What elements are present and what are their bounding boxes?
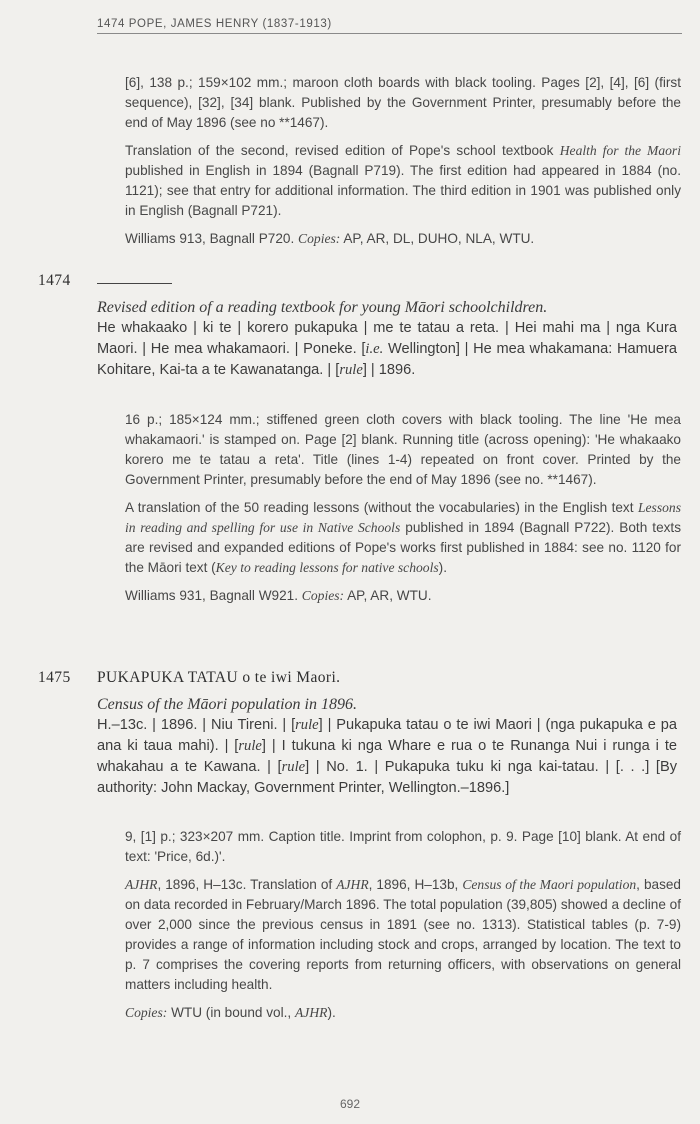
- entry-1475-title: [97, 694, 677, 799]
- title-transcription: He whakaako | ki te | korero pukapuka | me te tatau a reta. | Hei mahi ma | nga Kura Maori. | He mea whakamaori. | Poneke. [i.e. Wellington] | He mea whakamana: Hamuera Kohitare, Kai-ta a te Kawanatanga. | [rule] | 1896.: [97, 320, 677, 378]
- entry-subtitle: Revised edition of a reading textbook for young Māori schoolchildren.: [97, 299, 548, 316]
- ditto-dash: [97, 283, 172, 284]
- references: Williams 913, Bagnall P720. Copies: AP, AR, DL, DUHO, NLA, WTU.: [125, 231, 535, 246]
- references: Copies: WTU (in bound vol., AJHR).: [125, 1005, 336, 1020]
- physical-description: 16 p.; 185×124 mm.; stiffened green cloth covers with black tooling. The line 'He mea whakamaori.' is stamped on. Page [2] blank. Running title (across opening): 'He whakaako korero me te tatau a reta'. Title (lines 1-4) repeated on front cover. Printed by the Government Printer, presumably before the end of May 1896 (see no. **1467).: [125, 412, 681, 487]
- entry-1474-title: [97, 297, 677, 381]
- physical-description: 9, [1] p.; 323×207 mm. Caption title. Imprint from colophon, p. 9. Page [10] blank. At end of text: 'Price, 6d.)'.: [125, 829, 681, 864]
- physical-description: [6], 138 p.; 159×102 mm.; maroon cloth boards with black tooling. Pages [2], [4], [6] (first sequence), [32], [34] blank. Published by the Government Printer, presumably before the end of May 1896 (see no **1467).: [125, 75, 681, 130]
- previous-entry-notes: [125, 73, 681, 249]
- entry-number-1474: 1474: [38, 272, 71, 289]
- entry-number-1475: 1475: [38, 669, 71, 686]
- entry-1474-notes: [125, 410, 681, 606]
- page-number: 692: [339, 1097, 361, 1111]
- entry-note: AJHR, 1896, H–13c. Translation of AJHR, 1896, H–13b, Census of the Maori population, based on data recorded in February/March 1896. The total population (39,805) showed a decline of over 2,000 since the previous census in 1891 (see no. 1313). Statistical tables (p. 7-9) provides a range of information including stock and crops, arranged by location. The text to p. 7 comprises the covering reports from returning officers, with observations on general matters including health.: [125, 877, 681, 992]
- entry-heading: PUKAPUKA TATAU o te iwi Maori.: [97, 669, 341, 686]
- entry-note: A translation of the 50 reading lessons (without the vocabularies) in the English text Lessons in reading and spelling for use in Native Schools published in 1894 (Bagnall P722). Both texts are revised and expanded editions of Pope's works first published in 1884: see no. 1120 for the Māori text (Key to reading lessons for native schools).: [125, 500, 681, 575]
- entry-note: Translation of the second, revised edition of Pope's school textbook Health for the Maori published in English in 1894 (Bagnall P719). The first edition had appeared in 1884 (no. 1121); see that entry for additional information. The third edition in 1901 was published only in English (Bagnall P721).: [125, 143, 681, 218]
- entry-subtitle: Census of the Māori population in 1896.: [97, 696, 357, 713]
- references: Williams 931, Bagnall W921. Copies: AP, AR, WTU.: [125, 588, 432, 603]
- running-head: 1474 POPE, JAMES HENRY (1837-1913): [97, 18, 682, 34]
- title-transcription: H.–13c. | 1896. | Niu Tireni. | [rule] | Pukapuka tatau o te iwi Maori | (nga pukapuka e pa ana ki taua mahi). | [rule] | I tukuna ki nga Whare e rua o te Runanga Nui i runga i te whakahau a te Kawana. | [rule] | No. 1. | Pukapuka tuku ki nga kai-tatau. | [. . .] [By authority: John Mackay, Government Printer, Wellington.–1896.]: [97, 717, 678, 796]
- entry-1475-notes: [125, 827, 681, 1023]
